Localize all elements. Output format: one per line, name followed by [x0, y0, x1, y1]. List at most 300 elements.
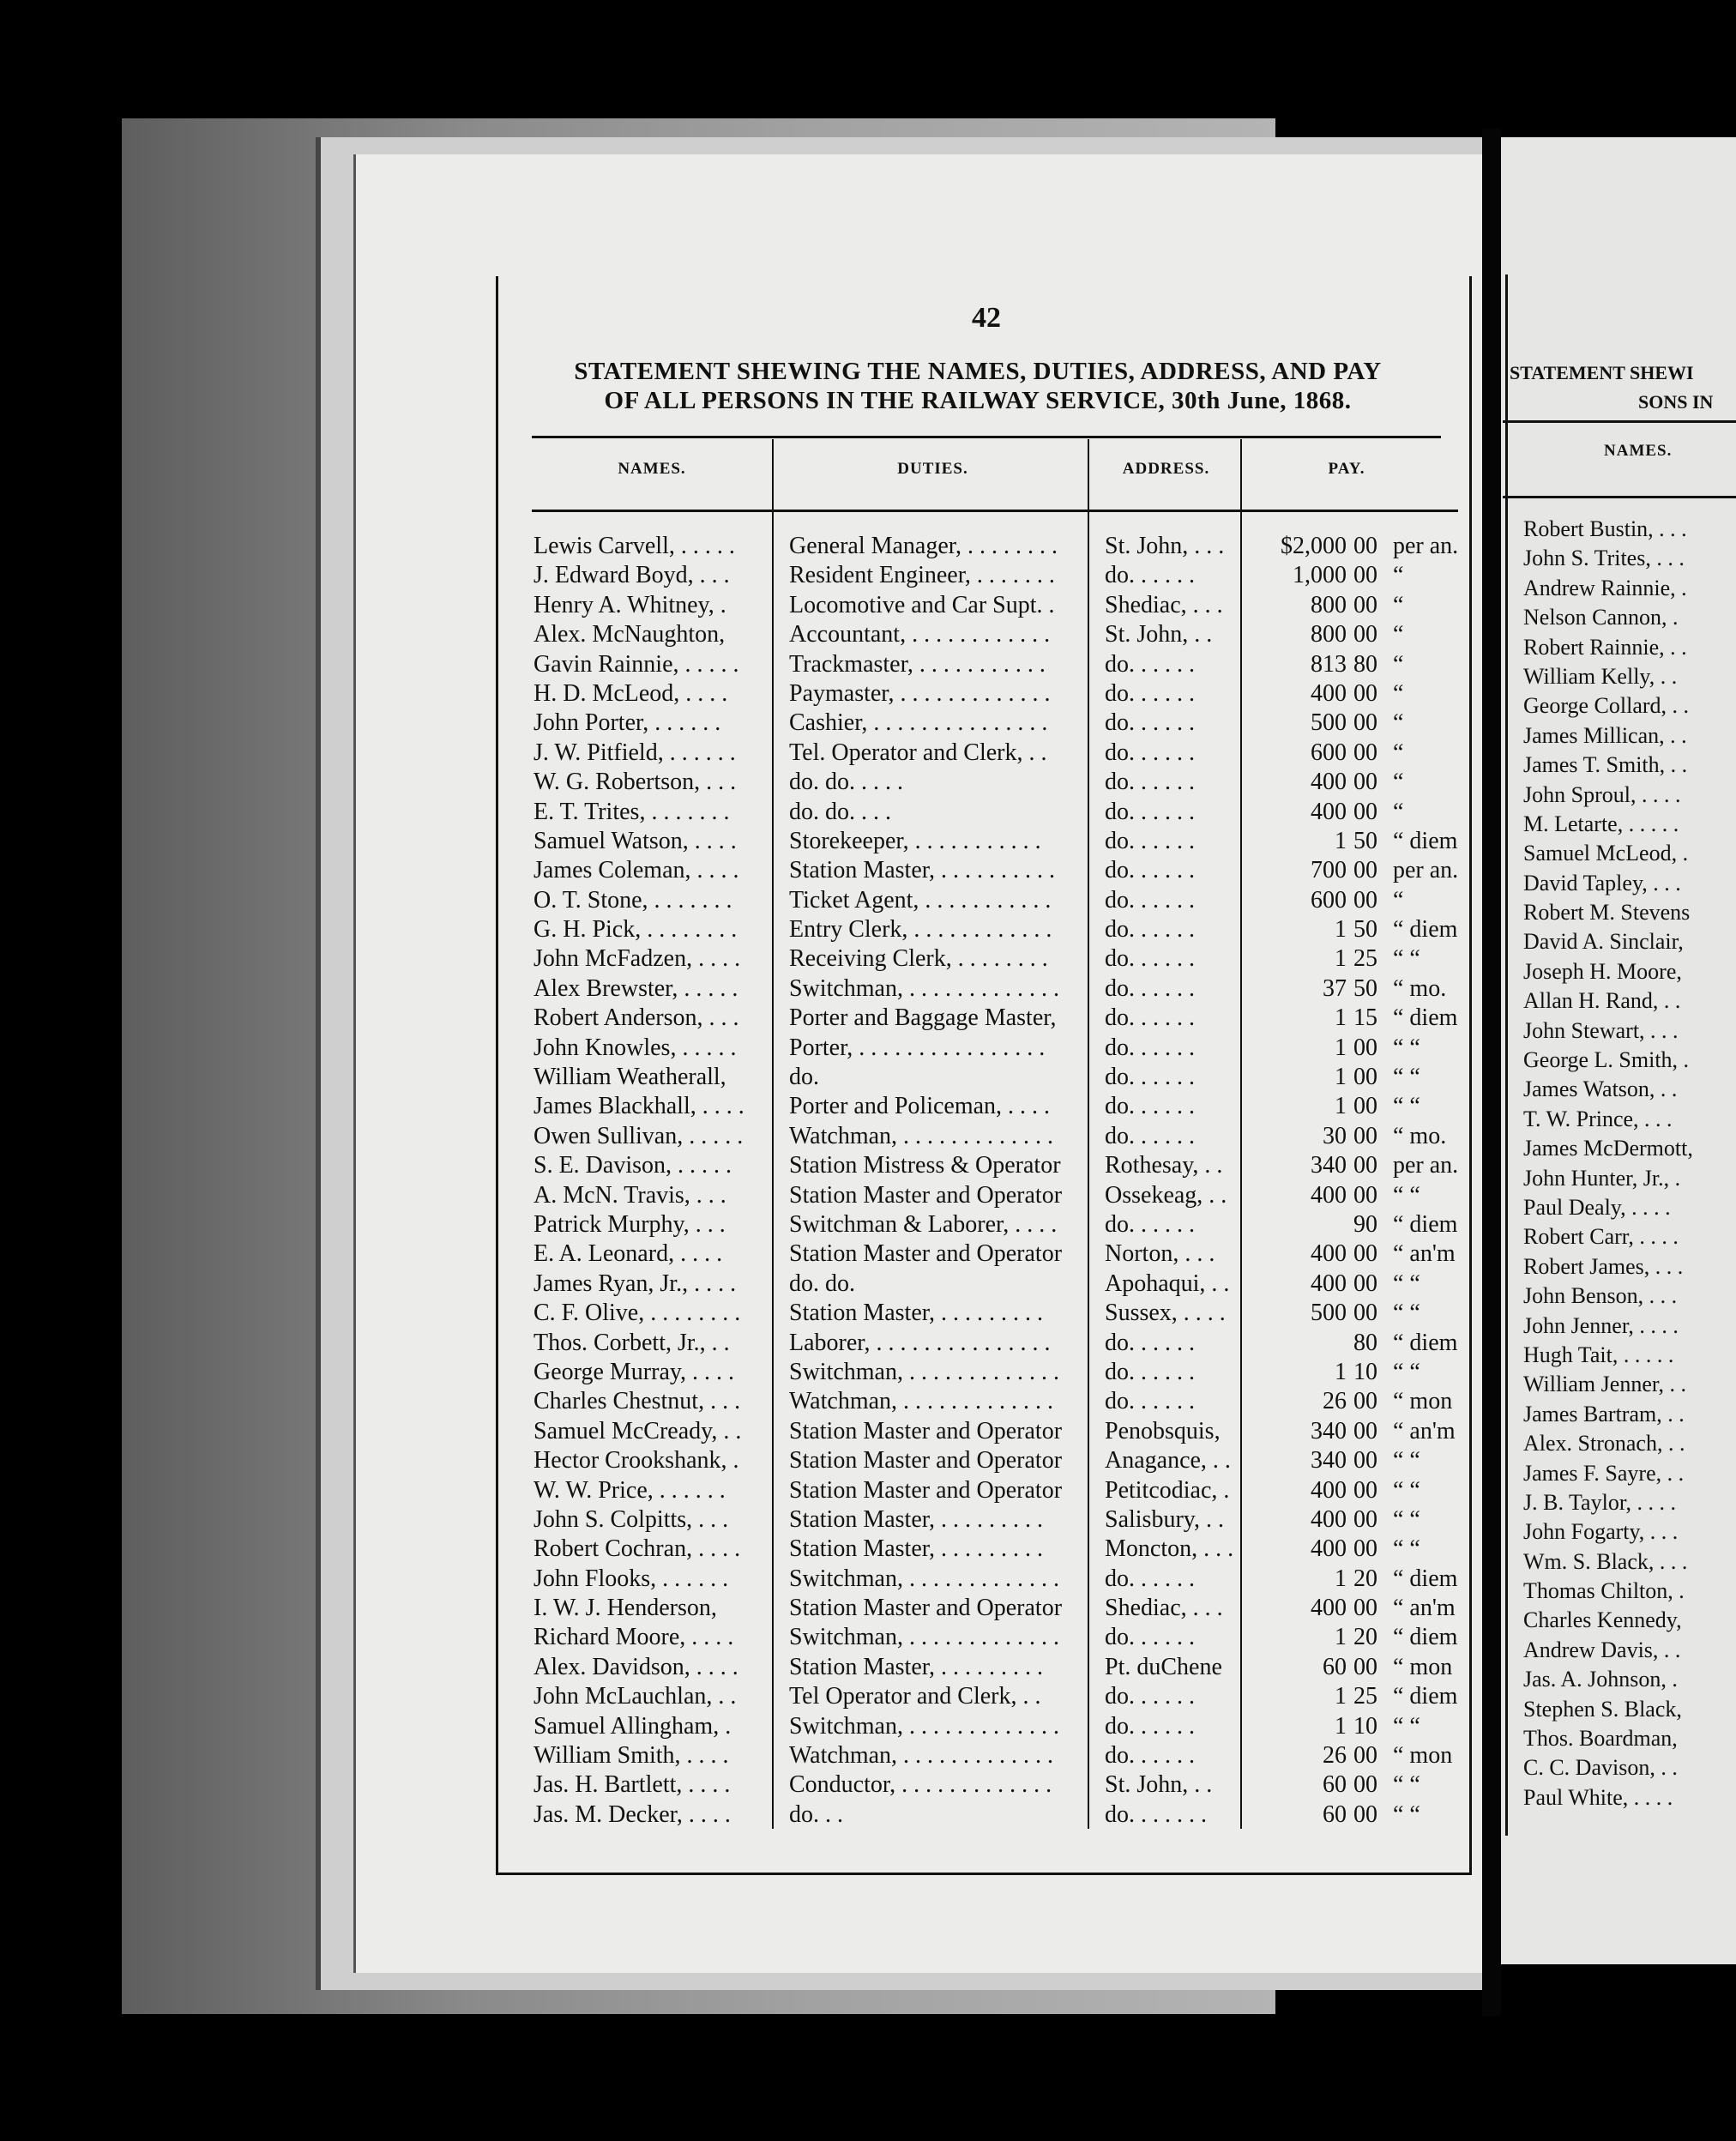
table-row	[515, 1800, 1475, 1830]
header-top-rule	[532, 436, 1441, 438]
table-row	[515, 886, 1475, 915]
cell-pay-cents: 00	[1353, 533, 1377, 559]
cell-pay-dollars: 340	[1311, 1152, 1347, 1179]
cell-address: St. John, . .	[1105, 621, 1213, 648]
table-row	[515, 1770, 1475, 1800]
cell-pay-period: “	[1393, 591, 1404, 618]
cell-duty: Porter and Policeman, . . . .	[789, 1093, 1051, 1120]
cell-pay-period: “	[1393, 562, 1404, 589]
table-row	[515, 1151, 1475, 1180]
cell-pay-period: “ mon	[1393, 1742, 1453, 1770]
cell-pay-period: “ “	[1393, 1034, 1420, 1061]
right-list-item: Robert James, . . .	[1523, 1253, 1684, 1279]
cell-address: do. . . . . .	[1105, 798, 1195, 825]
cell-name: Jas. H. Bartlett, . . . .	[533, 1771, 731, 1799]
cell-pay-dollars: 60	[1323, 1771, 1347, 1799]
right-list-item: Andrew Rainnie, .	[1523, 575, 1687, 600]
cell-duty: do. do. . . . .	[789, 769, 903, 796]
cell-name: Samuel Allingham, .	[533, 1712, 732, 1740]
table-row	[515, 591, 1475, 620]
cell-duty: Station Mistress & Operator	[789, 1152, 1061, 1179]
cell-pay-period: “ “	[1393, 1771, 1420, 1799]
cell-pay-period: “ diem	[1393, 1210, 1458, 1238]
right-list-item: Andrew Davis, . .	[1523, 1637, 1681, 1662]
cell-duty: do. do. . . .	[789, 798, 891, 825]
cell-address: Petitcodiac, .	[1105, 1476, 1230, 1504]
cell-pay-period: “ diem	[1393, 1004, 1458, 1032]
cell-pay-period: “ an'm	[1393, 1417, 1456, 1444]
cell-pay-cents: 00	[1353, 1476, 1377, 1504]
cell-pay-dollars: 400	[1311, 769, 1347, 796]
cell-pay-period: “ diem	[1393, 1565, 1458, 1592]
cell-pay-period: “	[1393, 739, 1404, 766]
cell-pay-dollars: 340	[1311, 1417, 1347, 1444]
cell-pay-dollars: 500	[1311, 709, 1347, 737]
cell-pay-dollars: 400	[1311, 1535, 1347, 1563]
cell-pay-period: per an.	[1393, 533, 1459, 559]
cell-pay-period: per an.	[1393, 1152, 1459, 1179]
cell-duty: Cashier, . . . . . . . . . . . . . . .	[789, 709, 1048, 737]
cell-pay-period: “ diem	[1393, 1329, 1458, 1356]
cell-pay-cents: 00	[1353, 1742, 1377, 1770]
right-list-item: David A. Sinclair,	[1523, 929, 1684, 955]
cell-name: Robert Anderson, . . .	[533, 1004, 739, 1032]
cell-name: John S. Colpitts, . . .	[533, 1505, 729, 1533]
cell-name: William Smith, . . . .	[533, 1742, 729, 1770]
table-row	[515, 1741, 1475, 1770]
cell-pay-dollars: 60	[1323, 1800, 1347, 1828]
cell-pay-cents: 25	[1353, 1683, 1377, 1710]
cell-name: Robert Cochran, . . . .	[533, 1535, 741, 1563]
book-gutter	[1482, 129, 1501, 2016]
cell-duty: Locomotive and Car Supt. .	[789, 591, 1055, 618]
cell-pay-dollars: 800	[1311, 591, 1347, 618]
cell-name: Gavin Rainnie, . . . . .	[533, 650, 739, 678]
cell-pay-cents: 50	[1353, 974, 1377, 1002]
right-list-item: Paul White, . . . .	[1523, 1784, 1673, 1810]
cell-pay-period: “ “	[1393, 1712, 1420, 1740]
table-row	[515, 709, 1475, 738]
cell-pay-dollars: 1	[1335, 1712, 1347, 1740]
cell-address: do. . . . . .	[1105, 1122, 1195, 1149]
cell-pay-period: “ an'm	[1393, 1595, 1456, 1622]
cell-pay-period: “ diem	[1393, 1683, 1458, 1710]
cell-name: O. T. Stone, . . . . . . .	[533, 886, 732, 914]
right-page-frame-line	[1505, 274, 1508, 1836]
cell-duty: Trackmaster, . . . . . . . . . . .	[789, 650, 1046, 678]
cell-pay-dollars: 400	[1311, 1595, 1347, 1622]
cell-duty: Accountant, . . . . . . . . . . . .	[789, 621, 1051, 648]
cell-pay-cents: 00	[1353, 591, 1377, 618]
cell-pay-period: “ “	[1393, 1505, 1420, 1533]
cell-duty: Station Master, . . . . . . . . .	[789, 1300, 1043, 1327]
cell-pay-cents: 10	[1353, 1712, 1377, 1740]
table-row	[515, 679, 1475, 709]
cell-pay-period: “ diem	[1393, 916, 1458, 944]
cell-name: J. W. Pitfield, . . . . . .	[533, 739, 736, 766]
cell-duty: Ticket Agent, . . . . . . . . . . .	[789, 886, 1052, 914]
cell-pay-dollars: 400	[1311, 1505, 1347, 1533]
right-list-item: Robert Carr, . . . .	[1523, 1224, 1679, 1250]
cell-pay-dollars: 813	[1311, 650, 1347, 678]
cell-pay-dollars: 400	[1311, 1476, 1347, 1504]
cell-address: do. . . . . .	[1105, 1329, 1195, 1356]
cell-pay-period: “ “	[1393, 1181, 1420, 1209]
cell-pay-dollars: 1	[1335, 1093, 1347, 1120]
cell-duty: Resident Engineer, . . . . . . .	[789, 562, 1055, 589]
table-row	[515, 944, 1475, 974]
cell-name: George Murray, . . . .	[533, 1358, 735, 1385]
cell-address: do. . . . . .	[1105, 1093, 1195, 1120]
right-header-top-rule	[1503, 420, 1736, 423]
cell-address: do. . . . . .	[1105, 650, 1195, 678]
table-row	[515, 1623, 1475, 1652]
table-row	[515, 768, 1475, 797]
cell-duty: Paymaster, . . . . . . . . . . . . .	[789, 679, 1051, 707]
cell-name: Richard Moore, . . . .	[533, 1624, 734, 1651]
right-list-item: Robert Rainnie, . .	[1523, 634, 1687, 660]
right-list-item: John Hunter, Jr., .	[1523, 1165, 1681, 1191]
cell-pay-cents: 00	[1353, 1771, 1377, 1799]
right-list-item: William Jenner, . .	[1523, 1372, 1686, 1397]
cell-name: Henry A. Whitney, .	[533, 591, 726, 618]
cell-pay-cents: 00	[1353, 562, 1377, 589]
cell-address: do. . . . . .	[1105, 1565, 1195, 1592]
cell-name: W. G. Robertson, . . .	[533, 769, 737, 796]
right-list-item: Charles Kennedy,	[1523, 1607, 1682, 1633]
table-row	[515, 827, 1475, 856]
cell-pay-dollars: 800	[1311, 621, 1347, 648]
cell-name: Alex. McNaughton,	[533, 621, 726, 648]
cell-address: St. John, . . .	[1105, 533, 1225, 559]
table-row	[515, 1446, 1475, 1475]
right-list-item: Joseph H. Moore,	[1523, 958, 1682, 984]
right-list-item: J. B. Taylor, . . . .	[1523, 1489, 1676, 1515]
cell-address: do. . . . . .	[1105, 739, 1195, 766]
cell-pay-dollars: 1	[1335, 1624, 1347, 1651]
cell-pay-period: “	[1393, 798, 1404, 825]
cell-address: do. . . . . .	[1105, 827, 1195, 854]
cell-duty: Station Master and Operator	[789, 1240, 1063, 1268]
cell-pay-period: “ diem	[1393, 827, 1458, 854]
cell-address: do. . . . . .	[1105, 886, 1195, 914]
cell-pay-cents: 00	[1353, 1034, 1377, 1061]
cell-pay-dollars: 1	[1335, 1565, 1347, 1592]
cell-address: do. . . . . .	[1105, 709, 1195, 737]
cell-name: James Ryan, Jr., . . . .	[533, 1270, 737, 1297]
column-header-pay: PAY.	[1328, 460, 1365, 478]
cell-pay-cents: 00	[1353, 739, 1377, 766]
right-list-item: William Kelly, . .	[1523, 663, 1678, 689]
cell-name: Thos. Corbett, Jr., . .	[533, 1329, 730, 1356]
right-list-item: Nelson Cannon, .	[1523, 605, 1679, 630]
cell-pay-period: “ an'm	[1393, 1240, 1456, 1268]
cell-duty: Tel Operator and Clerk, . .	[789, 1683, 1041, 1710]
table-row	[515, 1210, 1475, 1239]
cell-name: E. A. Leonard, . . . .	[533, 1240, 723, 1268]
cell-duty: Switchman & Laborer, . . . .	[789, 1210, 1058, 1238]
cell-name: John Flooks, . . . . . .	[533, 1565, 729, 1592]
cell-pay-cents: 00	[1353, 1093, 1377, 1120]
cell-address: Salisbury, . .	[1105, 1505, 1224, 1533]
cell-pay-dollars: 1	[1335, 1034, 1347, 1061]
page-title	[497, 357, 1458, 415]
right-list-item: James F. Sayre, . .	[1523, 1460, 1685, 1486]
cell-duty: Tel. Operator and Clerk, . .	[789, 739, 1047, 766]
cell-address: Norton, . . .	[1105, 1240, 1215, 1268]
cell-pay-cents: 00	[1353, 1181, 1377, 1209]
cell-address: do. . . . . .	[1105, 1358, 1195, 1385]
table-row	[515, 532, 1475, 561]
right-list-item: John Jenner, . . . .	[1523, 1312, 1679, 1338]
cell-duty: Station Master and Operator	[789, 1181, 1063, 1209]
cell-duty: Station Master and Operator	[789, 1417, 1063, 1444]
right-list-item: James McDermott,	[1523, 1136, 1693, 1161]
cell-duty: Station Master, . . . . . . . . .	[789, 1653, 1043, 1680]
right-header-bottom-rule	[1503, 496, 1736, 498]
cell-pay-dollars: 600	[1311, 739, 1347, 766]
cell-pay-cents: 00	[1353, 1064, 1377, 1091]
cell-pay-period: “	[1393, 679, 1404, 707]
cell-pay-cents: 00	[1353, 1122, 1377, 1149]
cell-address: do. . . . . .	[1105, 769, 1195, 796]
cell-name: Alex. Davidson, . . . .	[533, 1653, 738, 1680]
right-list-item: Thos. Boardman,	[1523, 1726, 1678, 1752]
cell-pay-cents: 00	[1353, 1447, 1377, 1475]
right-list-item: Robert M. Stevens	[1523, 900, 1691, 926]
right-list-item: John Sproul, . . . .	[1523, 781, 1681, 807]
cell-pay-cents: 00	[1353, 1800, 1377, 1828]
table-row	[515, 1004, 1475, 1033]
cell-duty: Switchman, . . . . . . . . . . . . .	[789, 974, 1059, 1002]
column-header-names: NAMES.	[618, 460, 686, 478]
right-list-item: Hugh Tait, . . . . .	[1523, 1342, 1674, 1367]
cell-pay-cents: 10	[1353, 1358, 1377, 1385]
cell-name: John Porter, . . . . . .	[533, 709, 721, 737]
cell-pay-dollars: 400	[1311, 798, 1347, 825]
cell-address: Shediac, . . .	[1105, 1595, 1223, 1622]
cell-address: Ossekeag, . .	[1105, 1181, 1227, 1209]
cell-pay-dollars: 60	[1323, 1653, 1347, 1680]
cell-pay-dollars: $2,000	[1281, 533, 1347, 559]
cell-address: Moncton, . . .	[1105, 1535, 1234, 1563]
cell-duty: Station Master and Operator	[789, 1447, 1063, 1475]
table-row	[515, 856, 1475, 885]
staff-table	[515, 532, 1475, 1830]
cell-duty: do.	[789, 1064, 819, 1091]
cell-name: W. W. Price, . . . . . .	[533, 1476, 726, 1504]
cell-pay-period: “ mo.	[1393, 974, 1447, 1002]
cell-name: Samuel Watson, . . . .	[533, 827, 737, 854]
table-row	[515, 650, 1475, 679]
cell-pay-dollars: 700	[1311, 857, 1347, 884]
cell-duty: Station Master and Operator	[789, 1476, 1063, 1504]
cell-pay-cents: 00	[1353, 1505, 1377, 1533]
right-list-item: Allan H. Rand, . .	[1523, 988, 1681, 1014]
right-list-item: Jas. A. Johnson, .	[1523, 1667, 1678, 1692]
cell-pay-cents: 80	[1353, 1329, 1377, 1356]
right-list-item: Stephen S. Black,	[1523, 1696, 1682, 1722]
right-list-item: George L. Smith, .	[1523, 1047, 1690, 1073]
cell-pay-period: per an.	[1393, 857, 1459, 884]
cell-pay-period: “ “	[1393, 1300, 1420, 1327]
cell-pay-cents: 80	[1353, 650, 1377, 678]
right-list-item: James Millican, . .	[1523, 722, 1687, 748]
cell-name: C. F. Olive, . . . . . . . .	[533, 1300, 741, 1327]
table-row	[515, 915, 1475, 944]
cell-name: J. Edward Boyd, . . .	[533, 562, 730, 589]
right-list-item: Samuel McLeod, .	[1523, 841, 1689, 866]
cell-address: St. John, . .	[1105, 1771, 1213, 1799]
page-number: 42	[972, 302, 1001, 334]
cell-pay-dollars: 1	[1335, 1064, 1347, 1091]
cell-pay-cents: 00	[1353, 886, 1377, 914]
cell-pay-period: “ mo.	[1393, 1122, 1447, 1149]
cell-duty: Laborer, . . . . . . . . . . . . . . .	[789, 1329, 1051, 1356]
table-row	[515, 1535, 1475, 1564]
cell-pay-period: “	[1393, 709, 1404, 737]
table-row	[515, 1505, 1475, 1535]
right-list-item: M. Letarte, . . . . .	[1523, 811, 1679, 836]
table-row	[515, 739, 1475, 768]
cell-pay-cents: 00	[1353, 798, 1377, 825]
table-row	[515, 1092, 1475, 1121]
cell-pay-dollars: 1	[1335, 916, 1347, 944]
cell-duty: Switchman, . . . . . . . . . . . . .	[789, 1358, 1059, 1385]
cell-name: James Coleman, . . . .	[533, 857, 739, 884]
right-title-line-1: STATEMENT SHEWI	[1510, 362, 1694, 383]
cell-name: H. D. McLeod, . . . .	[533, 679, 728, 707]
title-line-2: OF ALL PERSONS IN THE RAILWAY SERVICE, 30th June, 1868.	[604, 387, 1352, 414]
right-list-item: Thomas Chilton, .	[1523, 1578, 1685, 1604]
column-header-duties: DUTIES.	[897, 460, 968, 478]
cell-pay-cents: 00	[1353, 1300, 1377, 1327]
cell-pay-period: “ “	[1393, 1270, 1420, 1297]
right-list-item: David Tapley, . . .	[1523, 870, 1681, 896]
cell-pay-period: “	[1393, 621, 1404, 648]
right-list-item: Wm. S. Black, . . .	[1523, 1548, 1688, 1574]
cell-address: do. . . . . .	[1105, 1712, 1195, 1740]
cell-name: A. McN. Travis, . . .	[533, 1181, 726, 1209]
cell-pay-cents: 00	[1353, 1270, 1377, 1297]
cell-pay-period: “ “	[1393, 945, 1420, 973]
table-row	[515, 1181, 1475, 1210]
cell-pay-cents: 20	[1353, 1565, 1377, 1592]
cell-duty: Conductor, . . . . . . . . . . . . .	[789, 1771, 1052, 1799]
cell-duty: Switchman, . . . . . . . . . . . . .	[789, 1624, 1059, 1651]
cell-pay-dollars: 400	[1311, 1181, 1347, 1209]
cell-address: Shediac, . . .	[1105, 591, 1223, 618]
right-list-item: Robert Bustin, . . .	[1523, 516, 1687, 541]
cell-name: E. T. Trites, . . . . . . .	[533, 798, 730, 825]
column-header-address: ADDRESS.	[1122, 460, 1210, 478]
cell-pay-cents: 00	[1353, 1595, 1377, 1622]
cell-address: do. . . . . .	[1105, 857, 1195, 884]
header-bottom-rule	[532, 510, 1458, 512]
cell-duty: Station Master, . . . . . . . . .	[789, 1535, 1043, 1563]
table-row	[515, 1329, 1475, 1358]
cell-name: Hector Crookshank, .	[533, 1447, 739, 1475]
right-list-item: James Bartram, . .	[1523, 1401, 1685, 1426]
table-row	[515, 1270, 1475, 1299]
cell-pay-period: “	[1393, 769, 1404, 796]
table-row	[515, 620, 1475, 649]
cell-pay-cents: 00	[1353, 1417, 1377, 1444]
cell-name: Lewis Carvell, . . . . .	[533, 533, 735, 559]
cell-pay-period: “ “	[1393, 1535, 1420, 1563]
cell-duty: Porter, . . . . . . . . . . . . . . . .	[789, 1034, 1046, 1061]
table-row	[515, 1594, 1475, 1623]
cell-name: S. E. Davison, . . . . .	[533, 1152, 732, 1179]
cell-address: do. . . . . .	[1105, 974, 1195, 1002]
cell-address: do. . . . . .	[1105, 679, 1195, 707]
cell-pay-dollars: 500	[1311, 1300, 1347, 1327]
cell-duty: Entry Clerk, . . . . . . . . . . . .	[789, 916, 1052, 944]
right-list-item: Paul Dealy, . . . .	[1523, 1194, 1671, 1220]
right-list-item: James T. Smith, . .	[1523, 752, 1688, 778]
cell-pay-dollars: 1	[1335, 1683, 1347, 1710]
cell-pay-dollars: 37	[1323, 974, 1347, 1002]
cell-pay-period: “ mon	[1393, 1653, 1453, 1680]
cell-pay-cents: 00	[1353, 679, 1377, 707]
cell-name: John McFadzen, . . . .	[533, 945, 741, 973]
cell-address: do. . . . . .	[1105, 1004, 1195, 1032]
cell-duty: Station Master and Operator	[789, 1595, 1063, 1622]
cell-pay-period: “ “	[1393, 1476, 1420, 1504]
cell-duty: General Manager, . . . . . . . .	[789, 533, 1058, 559]
table-row	[515, 1034, 1475, 1063]
cell-pay-cents: 90	[1353, 1210, 1377, 1238]
cell-duty: Station Master, . . . . . . . . . .	[789, 857, 1055, 884]
right-list-item: Alex. Stronach, . .	[1523, 1431, 1685, 1456]
cell-name: John Knowles, . . . . .	[533, 1034, 737, 1061]
cell-duty: Switchman, . . . . . . . . . . . . .	[789, 1565, 1059, 1592]
right-page-title	[1510, 359, 1736, 417]
cell-address: do. . . . . . .	[1105, 1800, 1207, 1828]
cell-address: do. . . . . .	[1105, 1388, 1195, 1415]
cell-duty: do. do.	[789, 1270, 855, 1297]
table-row	[515, 1682, 1475, 1711]
cell-name: John McLauchlan, . .	[533, 1683, 737, 1710]
cell-name: Patrick Murphy, . . .	[533, 1210, 726, 1238]
cell-duty: Switchman, . . . . . . . . . . . . .	[789, 1712, 1059, 1740]
cell-pay-cents: 00	[1353, 1240, 1377, 1268]
cell-pay-cents: 00	[1353, 1152, 1377, 1179]
cell-address: do. . . . . .	[1105, 1064, 1195, 1091]
cell-pay-cents: 00	[1353, 769, 1377, 796]
cell-address: do. . . . . .	[1105, 1034, 1195, 1061]
title-line-1: STATEMENT SHEWING THE NAMES, DUTIES, ADDRESS, AND PAY	[574, 358, 1382, 385]
cell-pay-dollars: 600	[1311, 886, 1347, 914]
cell-pay-cents: 00	[1353, 857, 1377, 884]
cell-address: do. . . . . .	[1105, 916, 1195, 944]
cell-pay-period: “ “	[1393, 1358, 1420, 1385]
table-row	[515, 1239, 1475, 1269]
cell-pay-cents: 00	[1353, 1653, 1377, 1680]
cell-pay-dollars: 1,000	[1293, 562, 1347, 589]
cell-address: Penobsquis,	[1105, 1417, 1221, 1444]
right-list-item: James Watson, . .	[1523, 1077, 1678, 1102]
cell-name: Charles Chestnut, . . .	[533, 1388, 741, 1415]
cell-name: Samuel McCready, . .	[533, 1417, 742, 1444]
cell-pay-cents: 25	[1353, 945, 1377, 973]
cell-pay-cents: 00	[1353, 1388, 1377, 1415]
table-row	[515, 1476, 1475, 1505]
cell-address: do. . . . . .	[1105, 1683, 1195, 1710]
cell-pay-dollars: 400	[1311, 1270, 1347, 1297]
cell-duty: Watchman, . . . . . . . . . . . . .	[789, 1388, 1054, 1415]
table-row	[515, 1122, 1475, 1151]
